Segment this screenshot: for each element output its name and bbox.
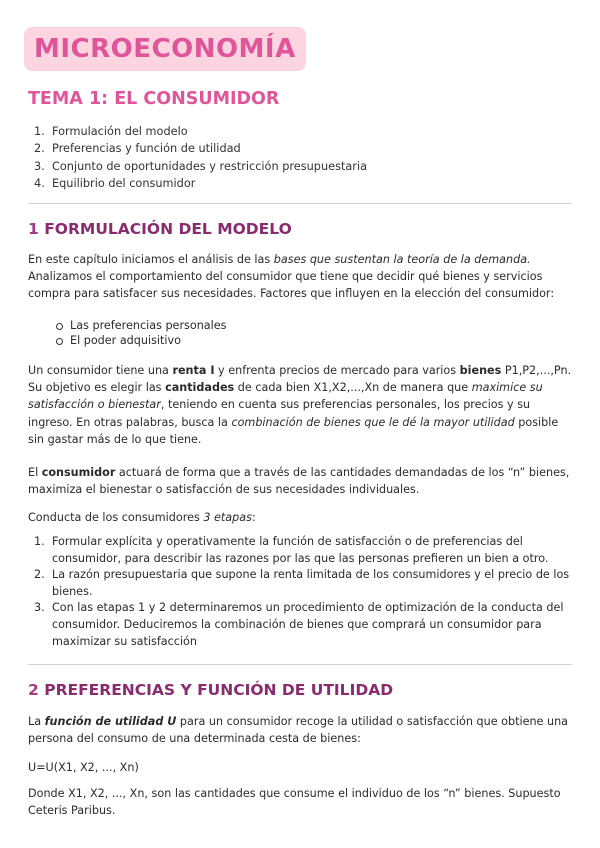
list-item: Las preferencias personales xyxy=(56,319,226,334)
section-2-paragraph-2: Donde X1, X2, ..., Xn, son las cantidades que consume el individuo de los “n” bienes. Supuesto Ceteris Paribus. xyxy=(28,787,561,818)
stages-list xyxy=(34,534,574,650)
section-1-heading: 1 FORMULACIÓN DEL MODELO xyxy=(28,220,292,238)
section-1-paragraph-3: El consumidor actuará de forma que a través de las cantidades demandadas de los “n” bienes, maximiza el bienestar o satisfacción de sus necesidades individuales. xyxy=(28,466,570,497)
toc-item: 1. Formulación del modelo xyxy=(34,125,188,138)
bullet-circle-icon xyxy=(56,338,63,345)
section-1-paragraph-2: Un consumidor tiene una renta I y enfrenta precios de mercado para varios bienes P1,P2,...,Pn. Su objetivo es elegir las cantidades de cada bien X1,X2,...,Xn de manera que maximice su satisfacción o bienestar, teniendo en cuenta sus preferencias personales, los precios y su ingreso. En otras palabras, busca la combinación de bienes que le dé la mayor utilidad posible sin gastar más de lo que tiene. xyxy=(28,364,572,446)
toc-item: 3. Conjunto de oportunidades y restricción presupuestaria xyxy=(34,159,368,173)
list-item: El poder adquisitivo xyxy=(56,334,226,349)
divider xyxy=(28,664,572,665)
factors-list xyxy=(56,319,226,348)
section-2-heading: 2 PREFERENCIAS Y FUNCIÓN DE UTILIDAD xyxy=(28,681,394,699)
section-1-paragraph-4: Conducta de los consumidores 3 etapas: xyxy=(28,511,256,524)
list-item: 2. La razón presupuestaria que supone la renta limitada de los consumidores y el precio de los bienes. xyxy=(34,568,570,598)
topic-heading: TEMA 1: EL CONSUMIDOR xyxy=(28,89,280,109)
bullet-circle-icon xyxy=(56,323,63,330)
list-item: 3. Con las etapas 1 y 2 determinaremos un procedimiento de optimización de la conducta del consumidor. Deduciremos la combinación de bienes que comprará un consumidor para maximizar su satisfacción xyxy=(34,601,564,648)
utility-formula: U=U(X1, X2, ..., Xn) xyxy=(28,761,139,774)
divider xyxy=(28,203,572,204)
table-of-contents xyxy=(34,123,367,192)
section-1-paragraph-1: En este capítulo iniciamos el análisis de las bases que sustentan la teoría de la demanda. Analizamos el comportamiento del consumidor que tiene que decidir qué bienes y servicios compra para satisfacer sus necesidades. Factores que influyen en la elección del consumidor: xyxy=(28,253,555,301)
document-title: MICROECONOMÍA xyxy=(24,27,306,71)
section-2-paragraph-1: La función de utilidad U para un consumidor recoge la utilidad o satisfacción que obtiene una persona del consumo de una determinada cesta de bienes: xyxy=(28,715,569,746)
toc-item: 2. Preferencias y función de utilidad xyxy=(34,142,241,156)
list-item: 1. Formular explícita y operativamente la función de satisfacción o de preferencias del consumidor, para describir las razones por las que las personas prefieren un bien a otro. xyxy=(34,535,549,565)
toc-item: 4. Equilibrio del consumidor xyxy=(34,176,196,190)
